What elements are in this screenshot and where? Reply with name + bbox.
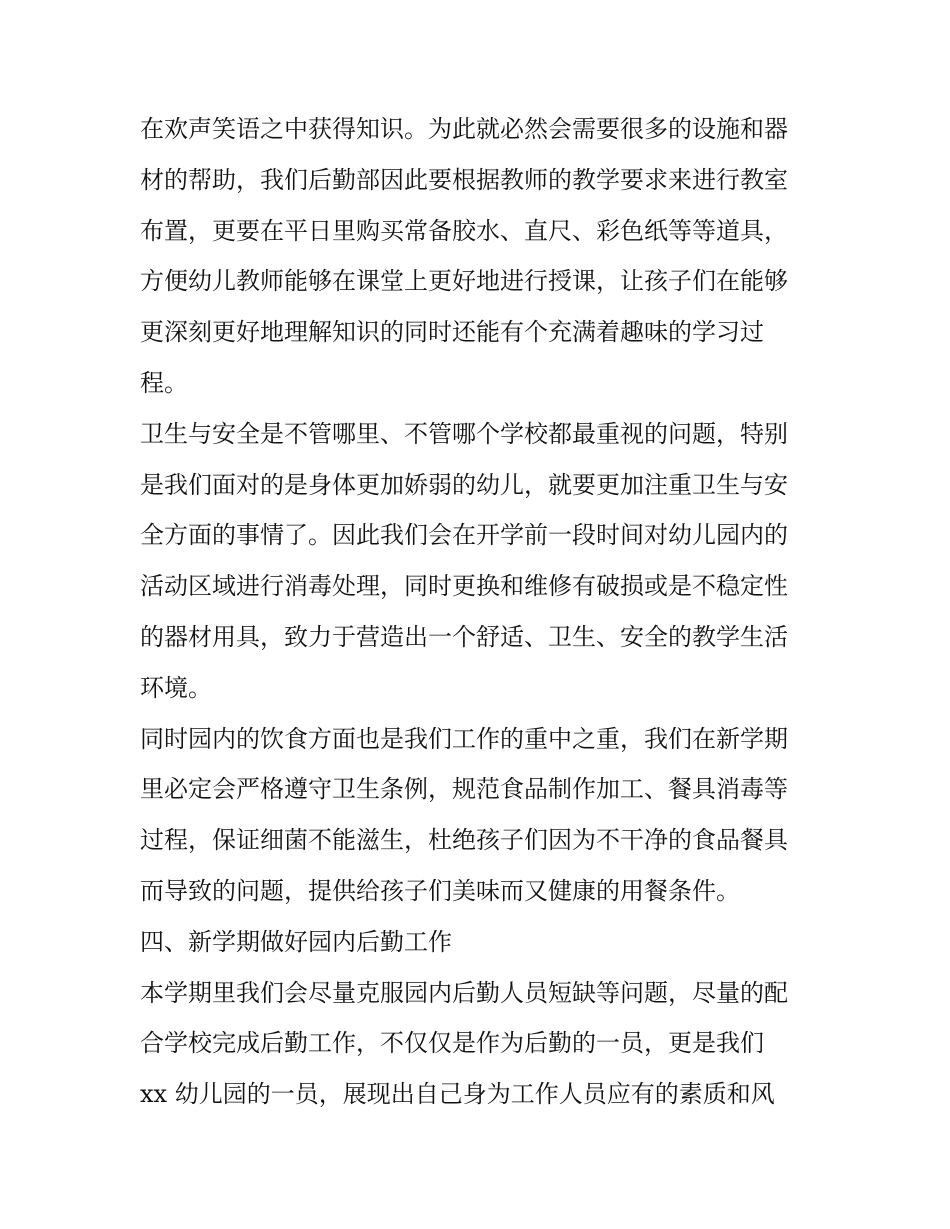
body-line: 活动区域进行消毒处理，同时更换和维修有破损或是不稳定性 (140, 572, 788, 601)
body-line: 环境。 (140, 673, 212, 702)
body-line: 更深刻更好地理解知识的同时还能有个充满着趣味的学习过 (140, 318, 764, 347)
body-line: 程。 (140, 368, 188, 397)
body-line: 在欢声笑语之中获得知识。为此就必然会需要很多的设施和器 (140, 115, 788, 143)
body-line: xx 幼儿园的一员，展现出自己身为工作人员应有的素质和风 (140, 1080, 775, 1109)
body-line: 布置，更要在平日里购买常备胶水、直尺、彩色纸等等道具， (140, 216, 788, 245)
body-line: 本学期里我们会尽量克服园内后勤人员短缺等问题，尽量的配 (140, 978, 788, 1007)
body-line: 的器材用具，致力于营造出一个舒适、卫生、安全的教学生活 (140, 622, 788, 651)
body-line: 材的帮助，我们后勤部因此要根据教师的教学要求来进行教室 (140, 165, 788, 194)
body-line: 是我们面对的是身体更加娇弱的幼儿，就要更加注重卫生与安 (140, 470, 788, 499)
body-line: 同时园内的饮食方面也是我们工作的重中之重，我们在新学期 (140, 724, 788, 753)
body-line: 里必定会严格遵守卫生条例，规范食品制作加工、餐具消毒等 (140, 775, 788, 804)
body-line: 过程，保证细菌不能滋生，杜绝孩子们因为不干净的食品餐具 (140, 826, 788, 855)
body-line: 方便幼儿教师能够在课堂上更好地进行授课，让孩子们在能够 (140, 267, 788, 296)
body-line: 全方面的事情了。因此我们会在开学前一段时间对幼儿园内的 (140, 521, 788, 550)
body-line: 合学校完成后勤工作，不仅仅是作为后勤的一员，更是我们 (140, 1029, 764, 1058)
section-heading: 四、新学期做好园内后勤工作 (140, 927, 452, 956)
body-line: 而导致的问题，提供给孩子们美味而又健康的用餐条件。 (140, 876, 740, 905)
document-body (140, 104, 820, 1120)
body-line: 卫生与安全是不管哪里、不管哪个学校都最重视的问题，特别 (140, 419, 788, 448)
